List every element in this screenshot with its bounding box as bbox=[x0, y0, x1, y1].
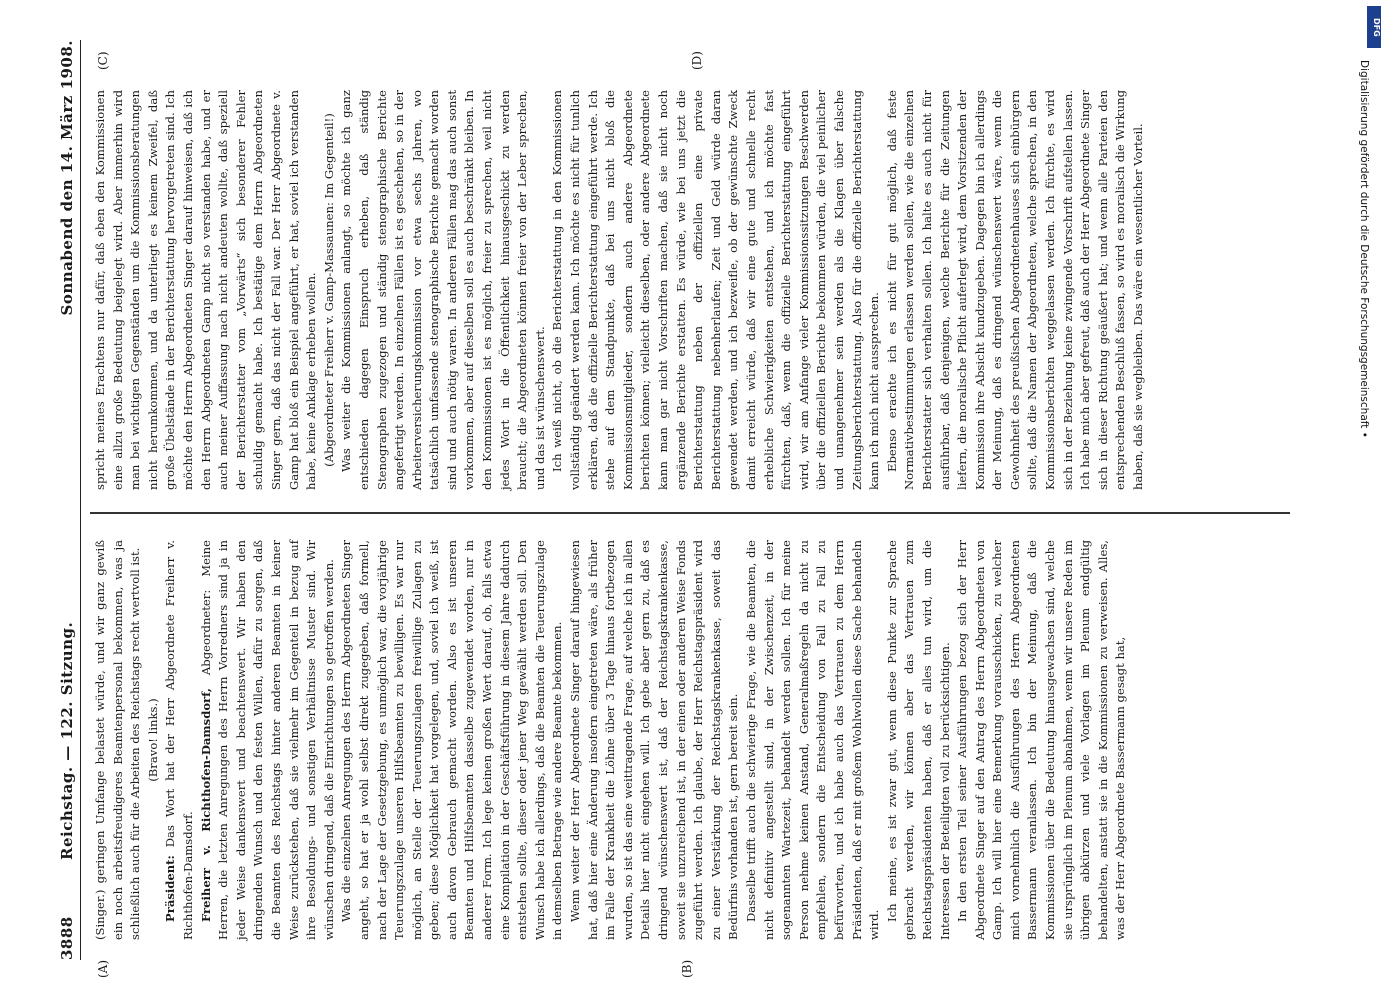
applause-note: (Bravo! links.) bbox=[145, 698, 160, 782]
page-number: 3888 bbox=[58, 916, 76, 960]
right-column bbox=[92, 90, 1148, 490]
right-paragraph-2: Was weiter die Kommissionen anlangt, so möchte ich ganz entschieden dagegen Einspruch erheben, daß ständig Stenographen zugezogen und ständig stenographische Berichte angefertigt werden. In einzelnen Fällen ist es geschehen, so in der Arbeiterversicherungskommission vor etwa sechs Jahren, wo tatsächlich umfassende stenographische Berichte gemacht worden sind und auch nötig waren. In anderen Fällen mag das auch sonst vorkommen, aber auf dieselben soll es auch beschränkt bleiben. In den Kommissionen ist es möglich, freier zu sprechen, weil nicht jedes Wort in die Öffentlichkeit hinausgeschickt zu werden braucht; die Abgeordneten können freier von der Leber sprechen, und das ist wünschenswert. bbox=[339, 90, 547, 490]
left-column bbox=[92, 540, 1130, 940]
president-label: Präsident: bbox=[163, 855, 178, 922]
margin-marker-b: (B) bbox=[680, 959, 694, 978]
interjection-note: (Abgeordneter Freiherr v. Gamp-Massaunen: Im Gegenteil!) bbox=[321, 113, 336, 467]
left-paragraph-4: Was die einzelnen Anregungen des Herrn Abgeordneten Singer angeht, so hat er ja wohl selbst direkt zugegeben, daß formell, nach der Lage der Gesetzgebung, es unmöglich war, die vorjährige Teuerungszulage unseren Hilfsbeamten zu bewilligen. Es war nur möglich, an Stelle der Teuerungszulagen freiwillige Zulagen zu geben; diese Möglichkeit hat vorgelegen, und, soviel ich weiß, ist auch davon Gebrauch gemacht worden. Also es ist unseren Beamten und Hilfsbeamten dasselbe zugewendet worden, nur in anderer Form. Ich lege keinen großen Wert darauf, ob, falls etwa eine Kompilation in der Geschäftsführung in diesem Jahre dadurch entstehen sollte, dieser oder jener Weg gewählt werden soll. Den Wunsch habe ich allerdings, daß die Beamten die Teuerungszulage in demselben Betrage wie andere Beamte bekommen. bbox=[339, 540, 565, 940]
speaker-tag: (Singer.) bbox=[93, 889, 107, 940]
session-title: Reichstag. — 122. Sitzung. bbox=[58, 621, 76, 860]
margin-marker-c: (C) bbox=[96, 51, 110, 70]
left-paragraph-3: Abgeordneter: Meine Herren, die letzten Anregungen des Herrn Vorredners sind ja in jeder Weise dankenswert und beachtenswert. Wir haben den dringenden Wunsch und den festen Willen, dafür zu sorgen, daß die Beamten des Reichstags hinter anderen Beamten in keiner Weise zurückstehen, daß sie vielmehr im Gegenteil in bezug auf ihre Besoldungs- und sonstigen Verhältnisse Muster sind. Wir wünschen dringend, daß die Einrichtungen so getroffen werden. bbox=[198, 540, 336, 940]
digitization-credit: Digitalisierung gefördert durch die Deutsche Forschungsgemeinschaft • bbox=[1358, 60, 1370, 438]
left-paragraph-7: Ich meine, es ist zwar gut, wenn diese Punkte zur Sprache gebracht werden, wir können aber das Vertrauen zum Reichstagspräsidenten haben, daß er alles tun wird, um die Interessen der Beteiligten voll zu berücksichtigen. bbox=[884, 540, 952, 940]
right-paragraph-1: spricht meines Erachtens nur dafür, daß eben den Kommissionen eine allzu große Bedeutung beigelegt wird. Aber immerhin wird man bei wichtigen Gegenständen um die Kommissionsberatungen nicht herumkommen, und da unterliegt es keinem Zweifel, daß große Übelstände in der Berichterstattung hervorgetreten sind. Ich möchte den Herrn Abgeordneten Singer darauf hinweisen, daß ich den Herrn Abgeordneten Gamp nicht so verstanden habe, und er auch meiner Auffassung nach nicht andeuten wollte, daß speziell der Berichterstatter vom „Vorwärts“ sich besonderer Fehler schuldig gemacht habe. Ich bestätige dem Herrn Abgeordneten Singer gern, daß das nicht der Fall war. Der Herr Abgeordnete v. Gamp hat bloß ein Beispiel angeführt, er hat, soviel ich verstanden habe, keine Anklage erheben wollen. bbox=[93, 90, 319, 490]
president-statement: Das Wort hat der Herr Abgeordnete Freiherr v. Richthofen-Damsdorf. bbox=[163, 540, 195, 940]
margin-marker-a: (A) bbox=[96, 959, 110, 978]
left-paragraph-8: In den ersten Teil seiner Ausführungen bezog sich der Herr Abgeordnete Singer auf den Antrag des Herrn Abgeordneten von Gamp. Ich will hier eine Bemerkung vorausschicken, zu welcher mich vornehmlich die Ausführungen des Herrn Abgeordneten Bassermann veranlassen. Ich bin der Meinung, daß die Kommissionen über die Bedeutung hinausgewachsen sind, welche sie ursprünglich im Plenum abnahmen, wenn wir unsere Reden im übrigen abkürzen und viele Vorlagen im Plenum endgültig behandelten, anstatt sie in die Kommissionen zu verweisen. Alles, was der Herr Abgeordnete Bassermann gesagt hat, bbox=[955, 540, 1128, 940]
session-date: Sonnabend den 14. März 1908. bbox=[58, 40, 76, 316]
column-divider bbox=[90, 513, 1290, 515]
speaker-name: Freiherr v. Richthofen-Damsdorf, bbox=[198, 688, 213, 922]
right-paragraph-4: Ebenso erachte ich es nicht für gut möglich, daß feste Normativbestimmungen erlassen werden sollen, wie die einzelnen Berichterstatter sich verhalten sollen. Ich halte es auch nicht für ausführbar, daß denjenigen, welche Berichte für die Zeitungen liefern, die moralische Pflicht auferlegt wird, dem Vorsitzenden der Kommission ihre Absicht kundzugeben. Dagegen bin ich allerdings der Meinung, daß es dringend wünschenswert wäre, wenn die Gewohnheit des preußischen Abgeordnetenhauses sich einbürgern sollte, daß die Namen der Abgeordneten, welche sprechen, in den Kommissionsberichten weggelassen werden. Ich fürchte, es wird sich in der Beziehung keine zwingende Vorschrift aufstellen lassen. Ich habe mich aber gefreut, daß auch der Herr Abgeordnete Singer sich in dieser Richtung geäußert hat; und wenn alle Parteien den entsprechenden Beschluß fassen, so wird es moralisch die Wirkung haben, daß sie wegbleiben. Das wäre ein wesentlicher Vorteil. bbox=[884, 90, 1146, 490]
left-paragraph-6: Dasselbe trifft auch die schwierige Frage, wie die Beamten, die nicht definitiv angestellt sind, in der Zwischenzeit, in der sogenannten Wartezeit, behandelt werden sollen. Ich für meine Person nehme keinen Anstand, Generalmaßregeln da nicht zu empfehlen, sondern die Entscheidung von Fall zu Fall zu befürworten, und ich habe auch das Vertrauen zu dem Herrn Präsidenten, daß er mit großem Wohlwollen diese Sache behandeln wird. bbox=[743, 540, 882, 940]
page-header bbox=[58, 40, 81, 960]
dfg-logo: DFG bbox=[1367, 6, 1381, 48]
margin-marker-d: (D) bbox=[690, 51, 704, 70]
left-paragraph-5: Wenn weiter der Herr Abgeordnete Singer darauf hingewiesen hat, daß hier eine Änderung insofern eingetreten wäre, als früher im Falle der Krankheit die Löhne über 3 Tage hinaus fortbezogen wurden, so ist das eine weittragende Frage, auf welche ich in allen Details hier nicht eingehen will. Ich gebe aber gern zu, daß es dringend wünschenswert ist, daß der Reichstagskrankenkasse, soweit sie unzureichend ist, in der einen oder anderen Weise Fonds zugeführt werden. Ich glaube, der Herr Reichstagspräsident wird zu einer Verstärkung der Reichstagskrankenkasse, soweit das Bedürfnis vorhanden ist, gern bereit sein. bbox=[568, 540, 741, 940]
right-paragraph-3: Ich weiß nicht, ob die Berichterstattung in den Kommissionen vollständig geändert werden kann. Ich möchte es nicht für tunlich erklären, daß die offizielle Berichterstattung eingeführt werde. Ich stehe auf dem Standpunkte, daß bei uns nicht bloß die Kommissionsmitglieder, sondern auch andere Abgeordnete berichten können; vielleicht dieselben, oder andere Abgeordnete kann man gar nicht Vorschriften machen, daß sie nicht noch ergänzende Berichte erstatten. Es würde, wie bei uns jetzt die Berichterstattung neben der offiziellen eine private Berichterstattung nebenherlaufen; Zeit und Geld würde daran gewendet werden, und ich bezweifle, ob der gewünschte Zweck damit erreicht würde, daß wir eine gute und schnelle recht erhebliche Schwierigkeiten entstehen, und ich möchte fast fürchten, daß, wenn die offizielle Berichterstattung eingeführt wird, wir am Anfange vieler Kommissionssitzungen Beschwerden über die offiziellen Berichte bekommen würden, die viel peinlicher und unangenehmer sein werden als die Klagen über falsche Zeitungsberichterstattung. Also für die offizielle Berichterstattung kann ich mich nicht aussprechen. bbox=[550, 90, 882, 490]
left-paragraph-1: geringen Umfange belastet würde, und wir ganz gewiß ein noch arbeitsfreudigeres Beamtenpersonal bekommen, was ja schließlich auch für die Arbeiten des Reichstags recht wertvoll ist. bbox=[93, 540, 143, 940]
